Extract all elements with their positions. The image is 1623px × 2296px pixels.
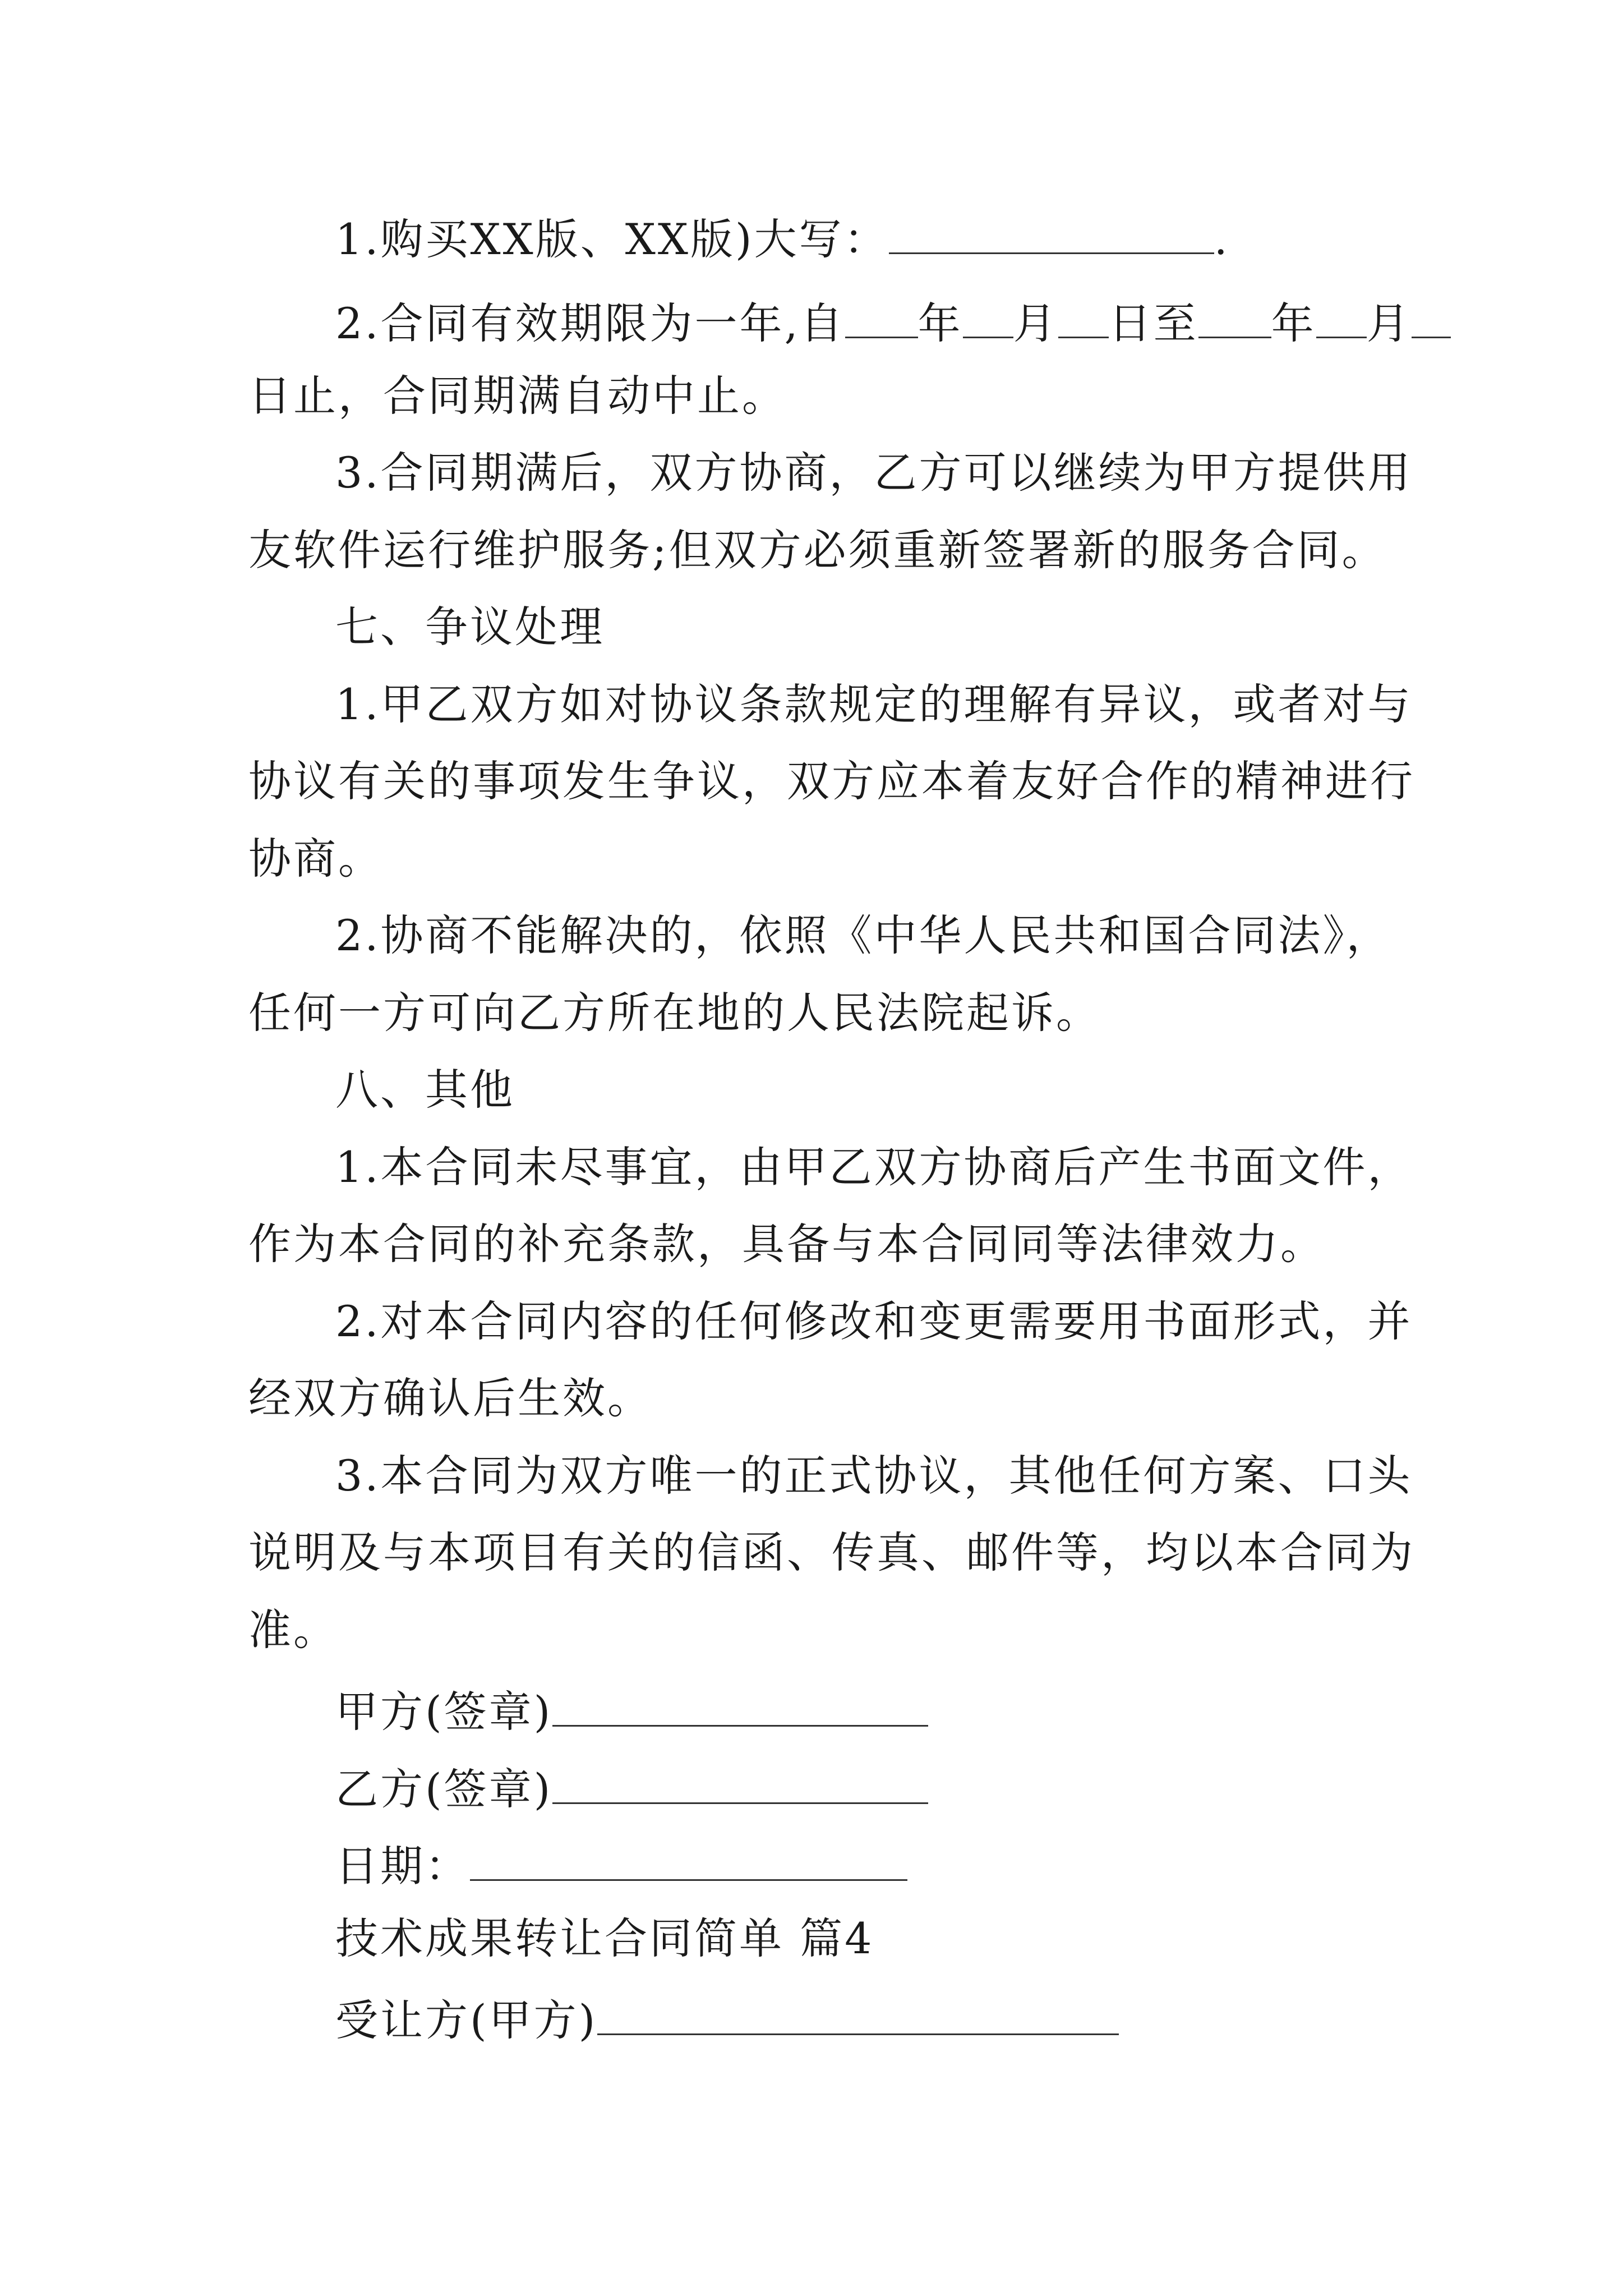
text-line: 准。 [248, 1605, 338, 1655]
amount-blank [889, 213, 1214, 254]
year-blank [845, 297, 918, 338]
contract-title: 技术成果转让合同简单 篇4 [335, 1913, 874, 1963]
signature-label: 乙方(签章) [335, 1764, 553, 1814]
year-blank [1198, 297, 1271, 338]
text-line: 协议有关的事项发生争议，双方应本着友好合作的精神进行 [248, 756, 1415, 806]
text-line: 1.甲乙双方如对协议条款规定的理解有异议，或者对与 [335, 679, 1413, 729]
day-blank [1412, 297, 1451, 338]
clause-1-purchase [335, 213, 1230, 264]
text-line: 友软件运行维护服务;但双方必须重新签署新的服务合同。 [248, 525, 1387, 575]
clause-2-term [335, 297, 1451, 348]
party-b-signature [335, 1763, 928, 1814]
clause-text: 月 [1366, 298, 1412, 348]
text-line: 1.本合同未尽事宜，由甲乙双方协商后产生书面文件， [335, 1142, 1413, 1192]
signature-label: 甲方(签章) [335, 1687, 553, 1737]
day-blank [1058, 297, 1109, 338]
text-line: 日止，合同期满自动中止。 [248, 371, 787, 421]
text-line: 3.合同期满后，双方协商，乙方可以继续为甲方提供用 [335, 448, 1413, 498]
text-line: 3.本合同为双方唯一的正式协议，其他任何方案、口头 [335, 1451, 1413, 1501]
section-heading-other: 八、其他 [335, 1065, 515, 1115]
text-line: 协商。 [248, 834, 383, 884]
assignee-label: 受让方(甲方) [335, 1995, 598, 2045]
assignee-line [335, 1994, 1119, 2045]
assignee-blank [597, 1994, 1119, 2035]
text-line: 2.对本合同内容的任何修改和变更需要用书面形式，并 [335, 1296, 1413, 1346]
text-line: 作为本合同的补充条款，具备与本合同同等法律效力。 [248, 1219, 1325, 1269]
text-line: 经双方确认后生效。 [248, 1373, 652, 1423]
clause-text: . [1214, 214, 1230, 264]
clause-text: 年 [917, 298, 963, 348]
date-blank [470, 1840, 907, 1881]
clause-text: 月 [1013, 298, 1058, 348]
date-label: 日期： [335, 1841, 470, 1891]
month-blank [963, 297, 1013, 338]
text-line: 说明及与本项目有关的信函、传真、邮件等，均以本合同为 [248, 1527, 1415, 1577]
clause-text: 2.合同有效期限为一年,自 [335, 298, 845, 348]
clause-text: 1.购买XX版、XX版)大写： [335, 214, 889, 264]
text-line: 2.协商不能解决的，依照《中华人民共和国合同法》， [335, 910, 1391, 960]
party-a-signature [335, 1686, 928, 1737]
signature-blank [552, 1686, 928, 1727]
clause-text: 日至 [1108, 298, 1198, 348]
signature-blank [552, 1763, 928, 1804]
month-blank [1316, 297, 1367, 338]
date-line [335, 1840, 907, 1891]
text-line: 任何一方可向乙方所在地的人民法院起诉。 [248, 988, 1101, 1038]
clause-text: 年 [1271, 298, 1316, 348]
section-heading-dispute: 七、争议处理 [335, 602, 605, 652]
